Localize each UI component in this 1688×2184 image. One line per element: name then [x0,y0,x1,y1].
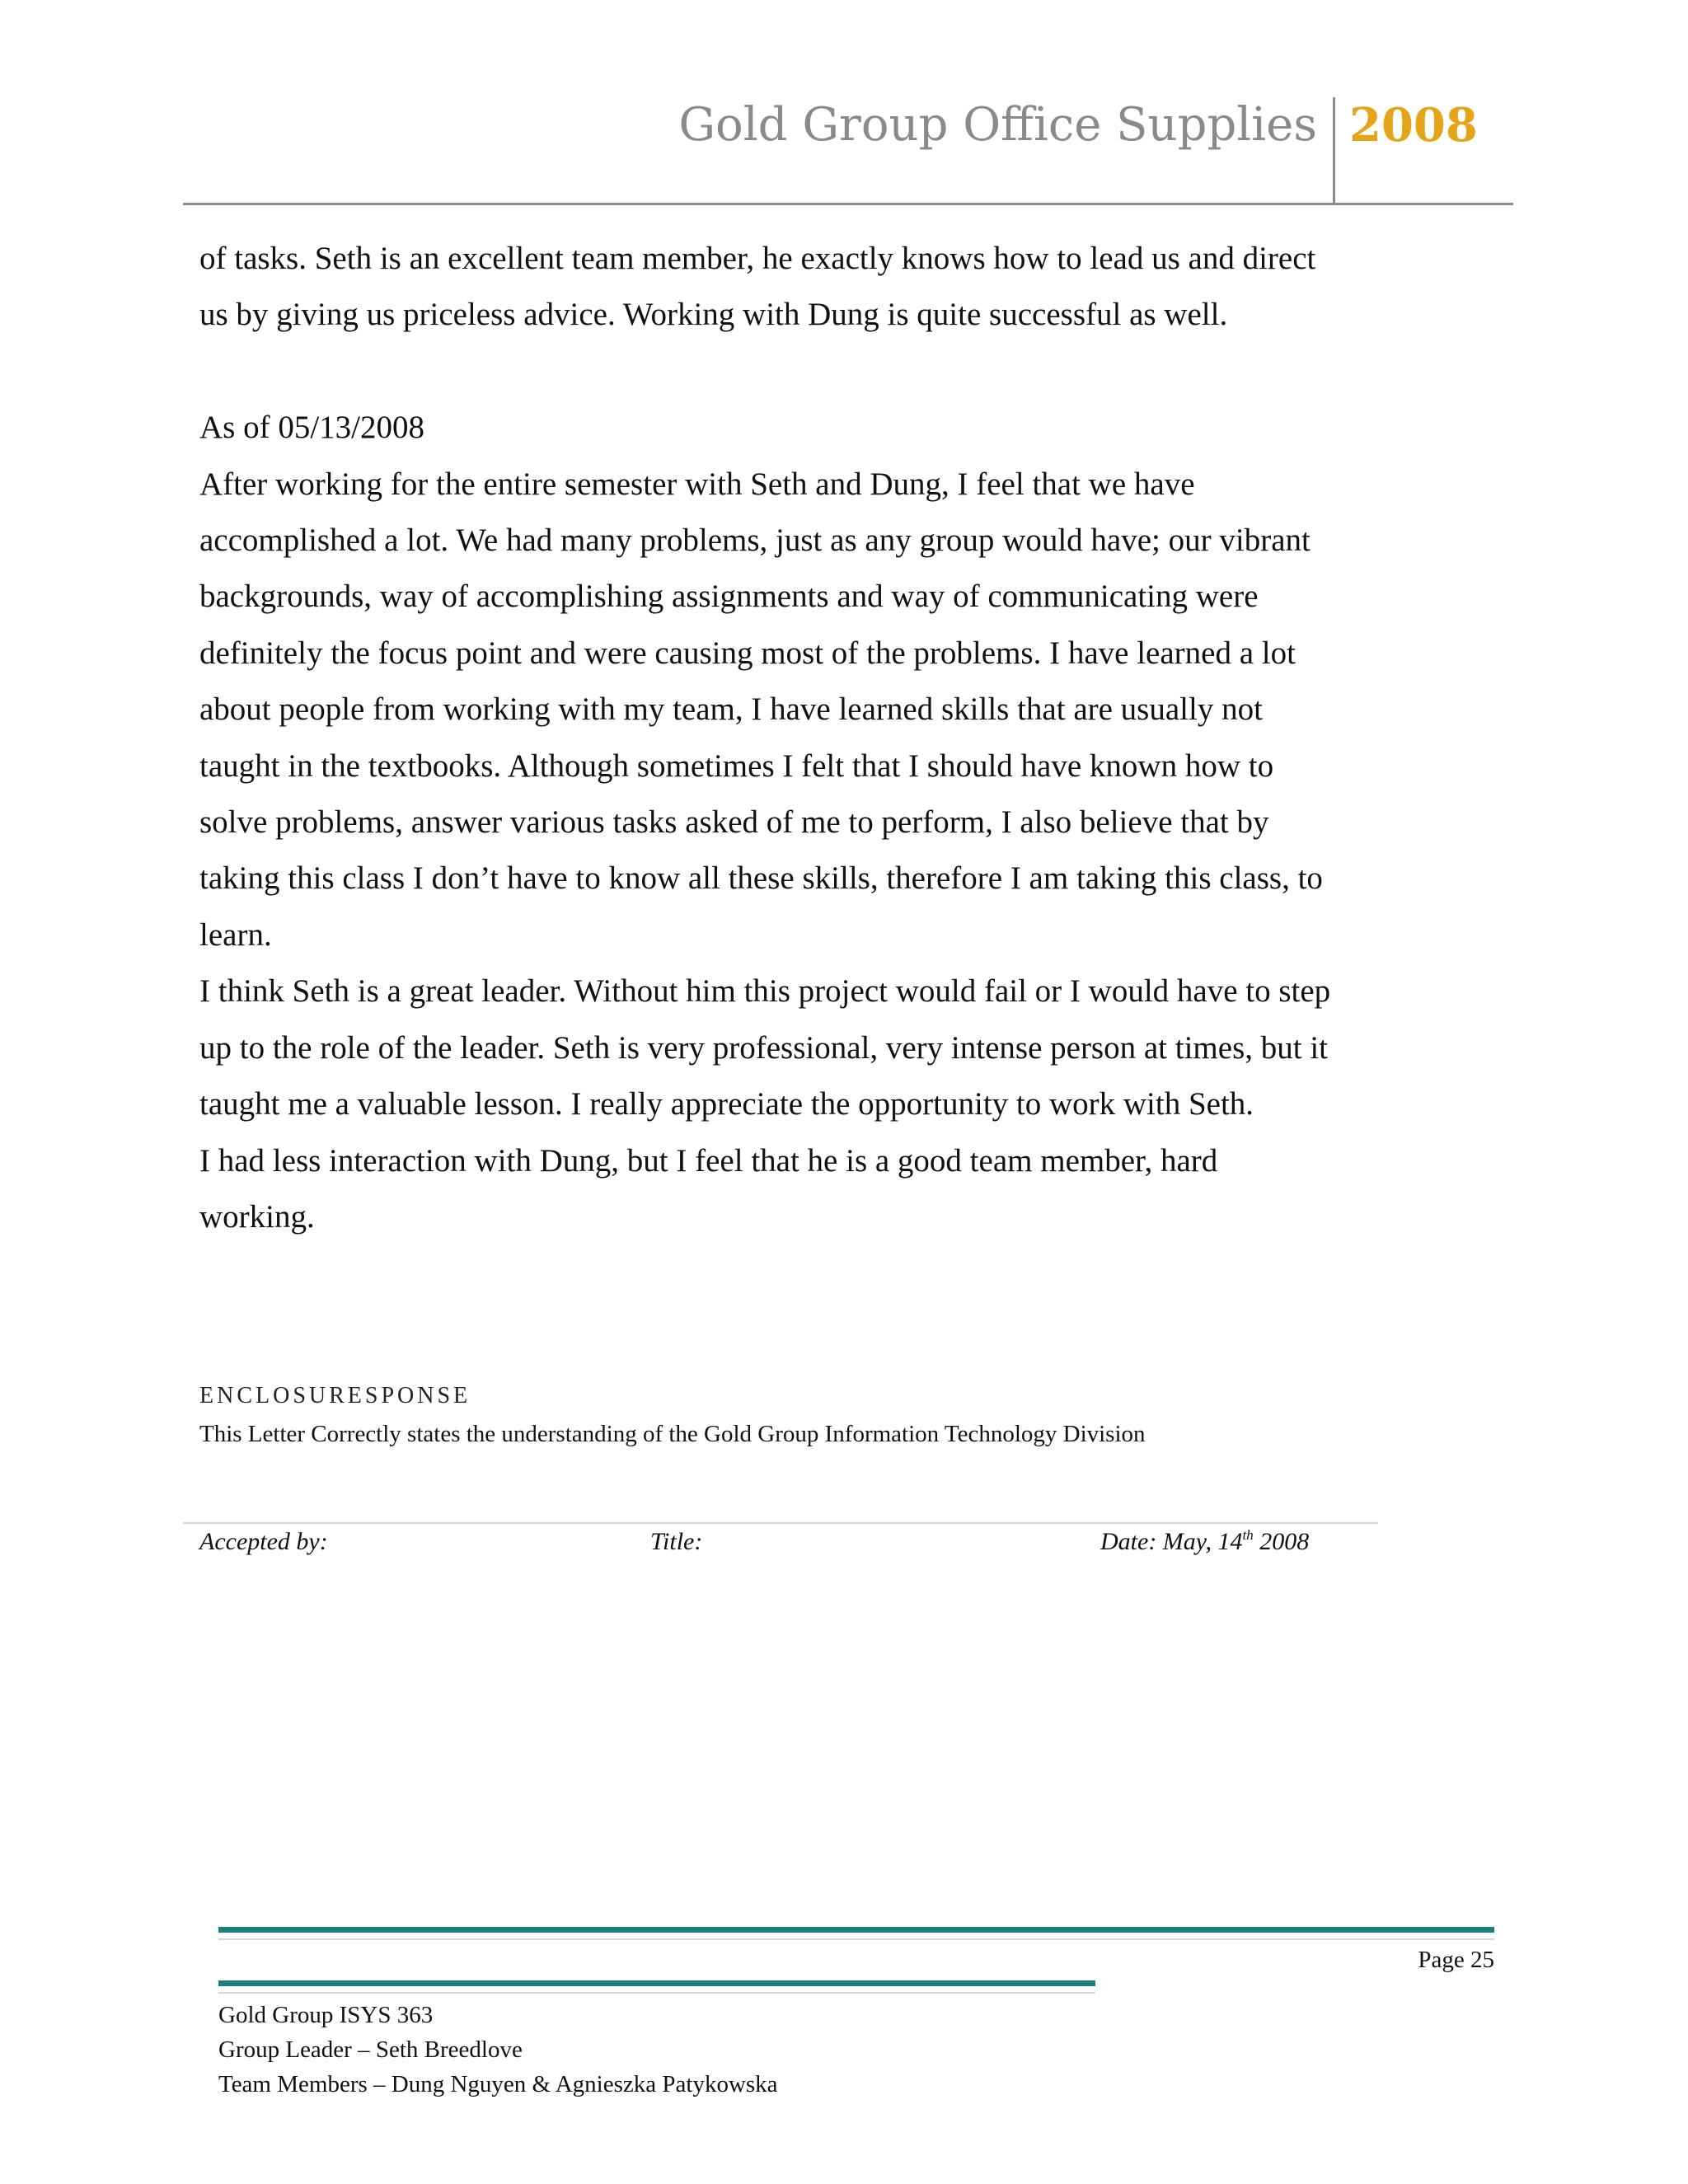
body-line: backgrounds, way of accomplishing assignments and way of communicating were [199,579,1259,615]
body-line: of tasks. Seth is an excellent team member, he exactly knows how to lead us and direct [199,241,1316,276]
body-line: working. [199,1198,315,1235]
body-line: taught me a valuable lesson. I really appreciate the opportunity to work with Seth. [199,1086,1254,1122]
header-vertical-divider [1333,97,1335,204]
body-line: taking this class I don’t have to know all these skills, therefore I am taking this class, to [199,860,1323,897]
footer-group-leader: Group Leader – Seth Breedlove [218,2036,523,2063]
enclosure-heading: ENCLOSURESPONSE [199,1383,471,1408]
page-number: Page 25 [1418,1947,1494,1973]
body-line: learn. [199,916,272,953]
footer-info [218,1998,778,2102]
title-label: Title: [650,1528,703,1555]
footer-team-members: Team Members – Dung Nguyen & Agnieszka Patykowska [218,2071,778,2097]
footer-thin-rule [218,1938,1494,1940]
date-ordinal-suffix: th [1242,1527,1254,1543]
footer-accent-bar [218,1927,1494,1933]
body-text [199,231,1510,1245]
date-prefix: Date: May, 14 [1100,1528,1243,1555]
body-line: up to the role of the leader. Seth is very professional, very intense person at times, but it [199,1029,1328,1066]
signature-rule [183,1522,1378,1524]
body-line: about people from working with my team, I have learned skills that are usually not [199,691,1263,728]
body-line: After working for the entire semester with Seth and Dung, I feel that we have [199,466,1195,502]
body-blank-line [199,344,1510,400]
footer-accent-bar-short [218,1980,1095,1986]
date-field [1100,1527,1310,1555]
header-rule [183,203,1513,205]
accepted-by-label: Accepted by: [199,1528,328,1555]
body-line: I think Seth is a great leader. Without him this project would fail or I would have to step [199,973,1331,1010]
body-line: taught in the textbooks. Although sometimes I felt that I should have known how to [199,748,1274,784]
body-line: us by giving us priceless advice. Working with Dung is quite successful as well. [199,297,1228,333]
body-line: definitely the focus point and were causing most of the problems. I have learned a lot [199,635,1296,671]
enclosure-statement: This Letter Correctly states the understanding of the Gold Group Information Technology Division [199,1421,1146,1447]
footer-thin-rule-short [218,1992,1095,1994]
body-line: As of 05/13/2008 [199,410,424,446]
footer-course: Gold Group ISYS 363 [218,2002,434,2028]
body-line: solve problems, answer various tasks asked of me to perform, I also believe that by [199,804,1269,841]
date-year: 2008 [1253,1528,1310,1555]
header-year: 2008 [1349,98,1478,152]
body-line: I had less interaction with Dung, but I feel that he is a good team member, hard [199,1142,1218,1179]
header-company-name: Gold Group Office Supplies [678,98,1317,152]
body-line: accomplished a lot. We had many problems, just as any group would have; our vibrant [199,523,1311,559]
